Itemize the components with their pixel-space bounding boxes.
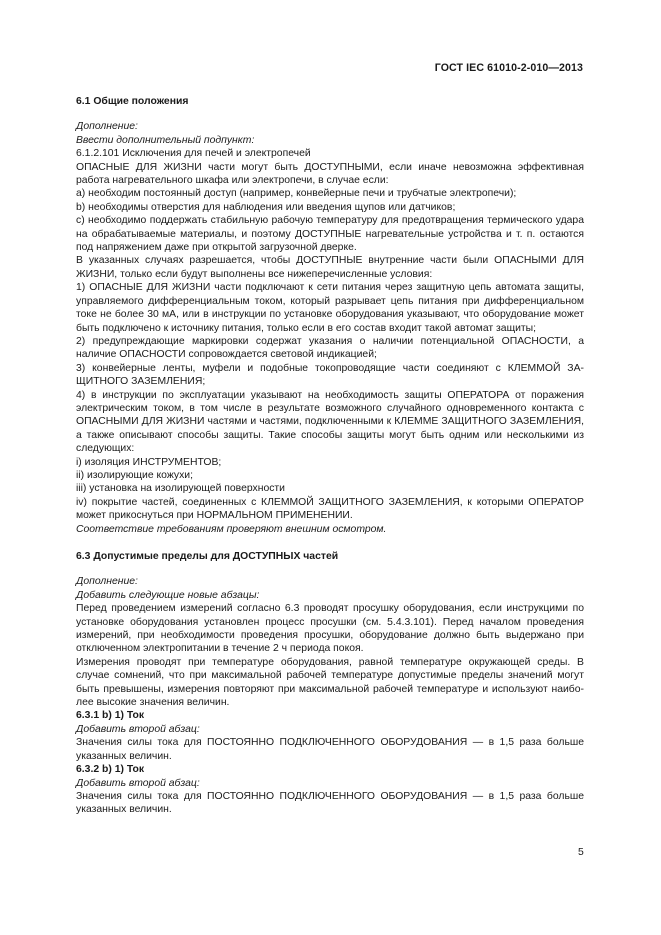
condition-2: 2) предупреждающие маркировки содержат указания о наличии потенциальной ОПАСНОСТИ, а наличие ОПАСНОСТИ сопровождается световой индикацией;	[76, 335, 584, 361]
list-item-a: a) необходим постоянный доступ (например, конвейерные печи и трубчатые электропечи);	[76, 188, 517, 200]
document-body	[76, 95, 584, 817]
list-item-c: c) необходимо поддержать стабильную рабочую температуру для предотвращения термического удара на обрабатываемые материалы, и поэтому ДОСТУПНЫЕ нагревательные устройства и т. п. остаются под напряжением даже при открытой загрузочной дверке.	[76, 215, 584, 254]
method-i: i) изоляция ИНСТРУМЕНТОВ;	[76, 456, 222, 468]
condition-1: 1) ОПАСНЫЕ ДЛЯ ЖИЗНИ части подключают к сети питания через защитную цепь автомата защиты, управляемого дифференциальным током, который разрывает цепь питания при дифференциальном токе не более 30 мА, или в инструкции по установке оборудования указывают, что оборудование может быть подключено к источнику питания, только если в его состав входит такой автомат защиты;	[76, 282, 584, 334]
paragraph: Перед проведением измерений согласно 6.3 проводят просушку оборудования, если инструкцими по установке оборудования установлен процесс просушки (см. 5.4.3.101). Перед началом проведения измерений, при необходимости проведения просушки, оборудование должно быть выдержано при отключенном электропитании в течение 2 ч периода покоя.	[76, 603, 584, 655]
section-6-3-title: 6.3 Допустимые пределы для ДОСТУПНЫХ частей	[76, 551, 339, 562]
condition-4: 4) в инструкции по эксплуатации указывают на необходимость защиты ОПЕРАТОРА от поражения электрическим током, в том числе в результате возможного случайного одновременного контакта с ОПАСНЫМИ ДЛЯ ЖИЗНИ частями и частями, подключенными к КЛЕММЕ ЗАЩИТНОГО ЗАЗЕМЛЕНИЯ, а также описывают способы защиты. Такие способы защиты могут быть одним или несколькими из следующих:	[76, 389, 584, 455]
paragraph: Значения силы тока для ПОСТОЯННО ПОДКЛЮЧЕННОГО ОБОРУДОВАНИЯ — в 1,5 раза больше указанных величин.	[76, 737, 584, 762]
subsection-6-3-2-title: 6.3.2 b) 1) Ток	[76, 764, 145, 776]
addition-intro: Добавить следующие новые абзацы:	[76, 589, 260, 601]
paragraph: В указанных случаях разрешается, чтобы ДОСТУПНЫЕ внутренние части были ОПАСНЫМИ ДЛЯ ЖИЗНИ, только если будут выполнены все нижеперечисленные условия:	[76, 255, 584, 280]
subsection-intro: Добавить второй абзац:	[76, 777, 200, 789]
subclause-heading: 6.1.2.101 Исключения для печей и электропечей	[76, 148, 311, 160]
subsection-intro: Добавить второй абзац:	[76, 723, 200, 735]
addition-label: Дополнение:	[76, 576, 138, 588]
addition-intro: Ввести дополнительный подпункт:	[76, 134, 255, 146]
method-iv: iv) покрытие частей, соединенных с КЛЕММОЙ ЗАЩИТНОГО ЗАЗЕМЛЕНИЯ, к которыми ОПЕРАТОР может прикоснуться при НОРМАЛЬНОМ ПРИМЕНЕНИИ.	[76, 496, 584, 522]
condition-3: 3) конвейерные ленты, муфели и подобные токопроводящие части соединяют с КЛЕММОЙ ЗАЩИТНОГО ЗАЗЕМЛЕНИЯ;	[76, 362, 584, 388]
section-6-1-title: 6.1 Общие положения	[76, 96, 189, 107]
subsection-6-3-1-title: 6.3.1 b) 1) Ток	[76, 710, 145, 722]
method-iii: iii) установка на изолирующей поверхности	[76, 483, 285, 495]
page-number: 5	[578, 847, 584, 858]
standard-header: ГОСТ IEC 61010-2-010—2013	[434, 62, 583, 74]
paragraph: ОПАСНЫЕ ДЛЯ ЖИЗНИ части могут быть ДОСТУПНЫМИ, если иначе невозможна эффективная работа нагревательного шкафа или электропечи, в случае если:	[76, 161, 584, 187]
list-item-b: b) необходимы отверстия для наблюдения или введения щупов или датчиков;	[76, 201, 456, 213]
method-ii: ii) изолирующие кожухи;	[76, 469, 193, 481]
addition-label: Дополнение:	[76, 121, 138, 133]
paragraph: Измерения проводят при температуре оборудования, равной температуре окружающей среды. В случае сомнений, что при максимальной рабочей температуре допустимые пределы значений могут быть превышены, измерения повторяют при максимальной рабочей температуре и используют наиболее высокие значения величин.	[76, 656, 584, 709]
compliance-note: Соответствие требованиям проверяют внешним осмотром.	[76, 523, 387, 535]
paragraph: Значения силы тока для ПОСТОЯННО ПОДКЛЮЧЕННОГО ОБОРУДОВАНИЯ — в 1,5 раза больше указанных величин.	[76, 790, 584, 816]
